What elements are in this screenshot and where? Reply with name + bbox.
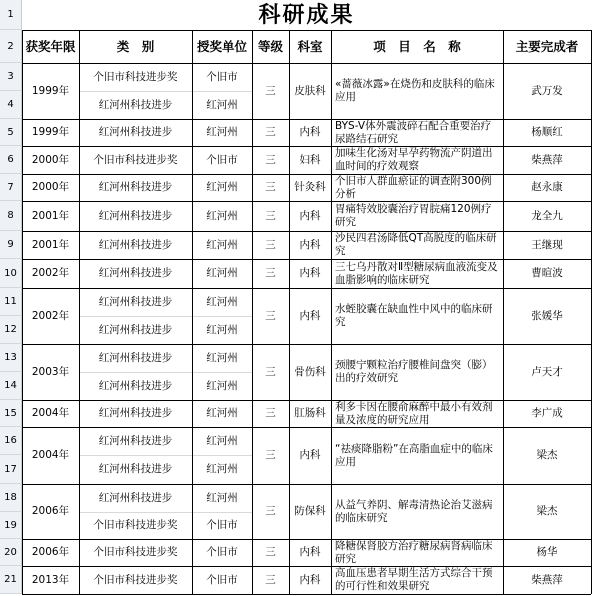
award-unit[interactable]: 红河州 [206, 323, 238, 336]
award-category[interactable]: 个旧市科技进步奖 [93, 546, 178, 558]
main-contributor[interactable]: 曹暄波 [531, 267, 563, 279]
grid-line [79, 372, 252, 373]
main-contributor[interactable]: 杨顺红 [531, 126, 563, 138]
award-grade[interactable]: 三 [265, 181, 276, 193]
main-contributor[interactable]: 赵永康 [531, 181, 563, 193]
main-contributor[interactable]: 张媛华 [531, 309, 563, 322]
grid-line [22, 63, 591, 64]
column-header[interactable]: 科室 [297, 39, 323, 54]
award-grade[interactable]: 三 [265, 309, 276, 322]
main-contributor[interactable]: 梁杰 [536, 505, 558, 517]
award-unit[interactable]: 红河州 [206, 238, 238, 251]
row-header[interactable]: 7 [0, 174, 22, 201]
award-year[interactable]: 2001年 [31, 238, 70, 251]
project-name[interactable]: 胃痛特效胶囊治疗胃脘痛120例疗研究 [335, 203, 492, 228]
department[interactable]: 内科 [299, 238, 321, 251]
row-header[interactable]: 14 [0, 372, 22, 400]
row-header[interactable]: 11 [0, 288, 22, 316]
award-category[interactable]: 红河州科技进步 [98, 434, 173, 447]
award-unit[interactable]: 红河州 [206, 295, 238, 308]
award-year[interactable]: 1999年 [31, 84, 70, 97]
row-header[interactable]: 10 [0, 259, 22, 288]
main-contributor[interactable]: 梁杰 [536, 449, 558, 461]
main-contributor[interactable]: 杨华 [536, 546, 558, 558]
grid-line [79, 316, 252, 317]
project-name[interactable]: 从益气养阴、解毒清热论治艾滋病的临床研究 [335, 498, 493, 524]
award-unit[interactable]: 红河州 [206, 491, 238, 504]
grid-line [192, 30, 193, 594]
department[interactable]: 内科 [299, 449, 321, 461]
award-category[interactable]: 个旧市科技进步奖 [93, 573, 178, 586]
award-category[interactable]: 红河州科技进步 [98, 267, 173, 279]
award-category[interactable]: 红河州科技进步 [98, 323, 173, 336]
grid-line [79, 91, 252, 92]
award-grade[interactable]: 三 [265, 84, 276, 97]
row-header[interactable]: 8 [0, 201, 22, 231]
award-year[interactable]: 2000年 [31, 181, 70, 193]
award-grade[interactable]: 三 [265, 238, 276, 251]
project-name[interactable]: 高血压患者早期生活方式综合干预的可行性和效果研究 [335, 567, 493, 592]
award-category[interactable]: 红河州科技进步 [98, 379, 173, 392]
award-unit[interactable]: 个旧市 [206, 70, 238, 83]
column-header[interactable]: 类 别 [116, 39, 155, 54]
grid-line [22, 30, 591, 31]
row-header[interactable]: 6 [0, 146, 22, 174]
award-category[interactable]: 红河州科技进步 [98, 463, 173, 475]
row-header[interactable]: 21 [0, 566, 22, 594]
column-header[interactable]: 授奖单位 [196, 39, 247, 54]
award-grade[interactable]: 三 [265, 153, 276, 166]
award-year[interactable]: 2002年 [31, 309, 70, 322]
row-header[interactable]: 16 [0, 427, 22, 455]
project-name[interactable]: 沙民四君汤降低QT高脱度的临床研究 [335, 232, 497, 257]
main-contributor[interactable]: 柴燕萍 [531, 573, 563, 586]
project-name[interactable]: «蔷薇冰露»在烧伤和皮肤科的临床应用 [335, 78, 495, 103]
grid-line [331, 30, 332, 594]
department[interactable]: 防保科 [294, 505, 326, 517]
award-year[interactable]: 2000年 [31, 153, 70, 166]
award-category[interactable]: 红河州科技进步 [98, 407, 173, 419]
award-category[interactable]: 红河州科技进步 [98, 238, 173, 251]
grid-line [252, 30, 253, 594]
main-contributor[interactable]: 王继现 [531, 238, 563, 251]
grid-line [79, 30, 80, 594]
department[interactable]: 骨伤科 [294, 365, 326, 378]
row-header[interactable]: 4 [0, 91, 22, 119]
row-header[interactable]: 17 [0, 455, 22, 484]
main-contributor[interactable]: 李广成 [531, 407, 563, 419]
department[interactable]: 内科 [299, 267, 321, 279]
award-category[interactable]: 红河州科技进步 [98, 351, 173, 364]
project-name[interactable]: 降糖保肾胶方治疗糖尿病肾病临床研究 [335, 539, 493, 565]
award-unit[interactable]: 个旧市 [206, 573, 238, 586]
award-grade[interactable]: 三 [265, 126, 276, 138]
award-grade[interactable]: 三 [265, 573, 276, 586]
project-name[interactable]: 颈腰宁颗粒治疗腰椎间盘突（膨）出的疗效研究 [335, 359, 493, 384]
award-year[interactable]: 2004年 [31, 449, 70, 461]
column-header[interactable]: 等级 [257, 39, 283, 54]
award-unit[interactable]: 个旧市 [206, 153, 238, 166]
award-unit[interactable]: 红河州 [206, 209, 238, 222]
grid-line [79, 512, 252, 513]
row-header[interactable]: 15 [0, 400, 22, 427]
project-name[interactable]: 个旧市人群血瘀证的调查附300例分析 [335, 174, 492, 200]
sheet-title: 科研成果 [258, 2, 355, 28]
award-category[interactable]: 个旧市科技进步奖 [93, 519, 178, 531]
award-grade[interactable]: 三 [265, 365, 276, 378]
award-grade[interactable]: 三 [265, 505, 276, 517]
main-contributor[interactable]: 柴燕萍 [531, 153, 563, 166]
row-header[interactable]: 20 [0, 539, 22, 566]
award-unit[interactable]: 红河州 [206, 181, 238, 193]
grid-line [591, 30, 592, 594]
award-grade[interactable]: 三 [265, 267, 276, 279]
project-name[interactable]: 利多卡因在腰俞麻醉中最小有效剂量及浓度的研究应用 [335, 400, 493, 426]
row-header[interactable]: 5 [0, 119, 22, 146]
award-unit[interactable]: 红河州 [206, 98, 238, 111]
grid-line [289, 30, 290, 594]
grid-line [22, 30, 23, 594]
award-year[interactable]: 2013年 [31, 573, 70, 586]
award-category[interactable]: 红河州科技进步 [98, 126, 173, 138]
column-header[interactable]: 获奖年限 [25, 39, 76, 54]
row-header[interactable]: 9 [0, 231, 22, 259]
row-header[interactable]: 3 [0, 63, 22, 91]
main-contributor[interactable]: 龙全九 [531, 209, 563, 222]
award-grade[interactable]: 三 [265, 546, 276, 558]
main-contributor[interactable]: 武万发 [531, 84, 563, 97]
project-name[interactable]: BYS-V体外震波碎石配合重要治疗尿路结石研究 [335, 119, 492, 145]
column-header[interactable]: 项 目 名 称 [373, 39, 461, 54]
award-category[interactable]: 个旧市科技进步奖 [93, 70, 178, 83]
department[interactable]: 内科 [299, 309, 321, 322]
award-category[interactable]: 红河州科技进步 [98, 491, 173, 504]
project-name[interactable]: 加味生化汤对早孕药物流产阴道出血时间的疗效观察 [335, 147, 493, 172]
award-unit[interactable]: 红河州 [206, 434, 238, 447]
award-year[interactable]: 1999年 [31, 126, 70, 138]
main-contributor[interactable]: 卢天才 [531, 365, 563, 378]
row-header[interactable]: 19 [0, 512, 22, 539]
award-year[interactable]: 2001年 [31, 209, 70, 222]
department[interactable]: 肛肠科 [294, 407, 326, 419]
grid-line [503, 30, 504, 594]
award-unit[interactable]: 红河州 [206, 126, 238, 138]
row-header[interactable]: 1 [0, 0, 22, 30]
award-year[interactable]: 2002年 [31, 267, 70, 279]
award-year[interactable]: 2006年 [31, 546, 70, 558]
department[interactable]: 皮肤科 [294, 84, 326, 97]
department[interactable]: 内科 [299, 546, 321, 558]
award-unit[interactable]: 红河州 [206, 267, 238, 279]
project-name[interactable]: 三七乌丹散对Ⅱ型糖尿病血液流变及血脂影响的临床研究 [335, 260, 498, 286]
row-header[interactable]: 13 [0, 344, 22, 372]
department[interactable]: 内科 [299, 209, 321, 222]
grid-line [22, 594, 591, 595]
award-unit[interactable]: 个旧市 [206, 546, 238, 558]
award-unit[interactable]: 红河州 [206, 351, 238, 364]
award-year[interactable]: 2006年 [31, 505, 70, 517]
grid-line [79, 455, 252, 456]
department[interactable]: 内科 [299, 126, 321, 138]
project-name[interactable]: “祛痰降脂粉”在高脂血症中的临床应用 [335, 442, 493, 468]
award-grade[interactable]: 三 [265, 407, 276, 419]
award-unit[interactable]: 红河州 [206, 379, 238, 392]
row-header[interactable]: 18 [0, 484, 22, 512]
award-unit[interactable]: 个旧市 [206, 519, 238, 531]
row-header[interactable]: 12 [0, 316, 22, 344]
award-grade[interactable]: 三 [265, 209, 276, 222]
award-year[interactable]: 2004年 [31, 407, 70, 419]
project-name[interactable]: 水蛭胶囊在缺血性中风中的临床研究 [335, 303, 493, 328]
column-header[interactable]: 主要完成者 [515, 39, 579, 54]
award-unit[interactable]: 红河州 [206, 407, 238, 419]
award-category[interactable]: 红河州科技进步 [98, 295, 173, 308]
award-year[interactable]: 2003年 [31, 365, 70, 378]
department[interactable]: 内科 [299, 573, 321, 586]
department[interactable]: 妇科 [299, 153, 321, 166]
department[interactable]: 针灸科 [294, 181, 326, 193]
award-category[interactable]: 个旧市科技进步奖 [93, 153, 178, 166]
row-header[interactable]: 2 [0, 30, 22, 63]
award-category[interactable]: 红河州科技进步 [98, 181, 173, 193]
award-unit[interactable]: 红河州 [206, 463, 238, 475]
award-category[interactable]: 红河州科技进步 [98, 98, 173, 111]
award-category[interactable]: 红河州科技进步 [98, 209, 173, 222]
award-grade[interactable]: 三 [265, 449, 276, 461]
